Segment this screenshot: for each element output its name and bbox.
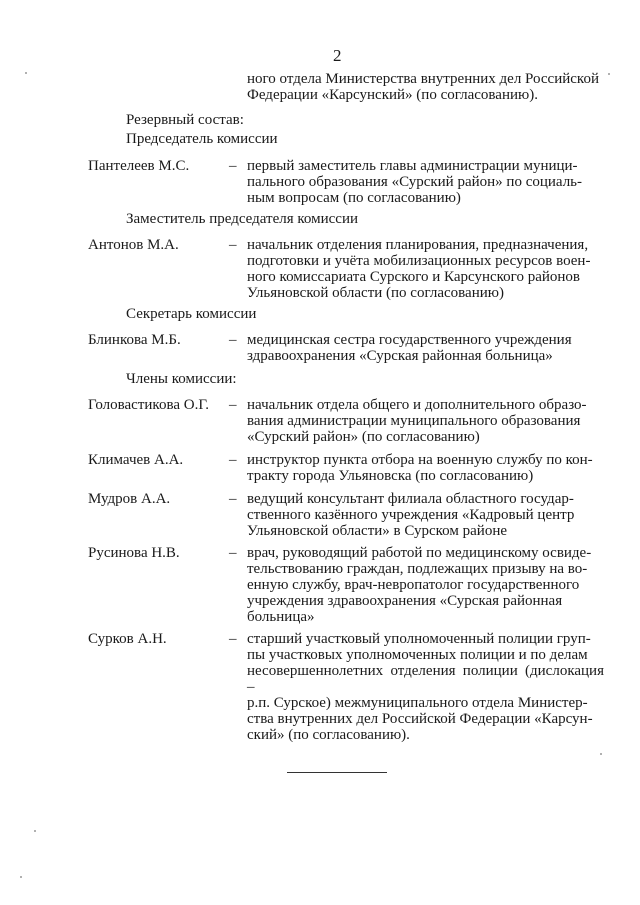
position-line: первый заместитель главы администрации муници- bbox=[247, 158, 578, 174]
secretary-name: Блинкова М.Б. bbox=[88, 332, 181, 348]
page-number: 2 bbox=[333, 46, 342, 65]
scan-speck bbox=[608, 73, 610, 75]
position-line: учреждения здравоохранения «Сурская районная bbox=[247, 593, 563, 609]
member-name: Русинова Н.В. bbox=[88, 545, 180, 561]
member-name: Сурков А.Н. bbox=[88, 631, 167, 647]
secretary-title: Секретарь комиссии bbox=[126, 306, 257, 322]
member-position bbox=[247, 545, 604, 625]
secretary-position bbox=[247, 332, 604, 364]
deputy-name: Антонов М.А. bbox=[88, 237, 179, 253]
chairman-position bbox=[247, 158, 604, 206]
scan-speck bbox=[600, 753, 602, 755]
deputy-dash: – bbox=[229, 237, 237, 253]
continuation-text bbox=[247, 71, 604, 103]
position-line: Ульяновской области (по согласованию) bbox=[247, 285, 504, 301]
member-dash: – bbox=[229, 631, 237, 647]
member-name: Головастикова О.Г. bbox=[88, 397, 210, 413]
position-line: медицинская сестра государственного учреждения bbox=[247, 332, 572, 348]
member-position bbox=[247, 491, 604, 539]
position-line: начальник отдела общего и дополнительного образо- bbox=[247, 397, 587, 413]
position-line: ства внутренних дел Российской Федерации «Карсун- bbox=[247, 711, 593, 727]
position-line: пы участковых уполномоченных полиции и по делам bbox=[247, 647, 588, 663]
position-line: ский» (по согласованию). bbox=[247, 727, 410, 743]
deputy-position bbox=[247, 237, 604, 301]
position-line: больница» bbox=[247, 609, 315, 625]
reserve-title: Резервный состав: bbox=[126, 112, 244, 128]
scan-speck bbox=[25, 72, 27, 74]
member-name: Мудров А.А. bbox=[88, 491, 171, 507]
member-dash: – bbox=[229, 491, 237, 507]
chairman-dash: – bbox=[229, 158, 237, 174]
position-line: р.п. Сурское) межмуниципального отдела Министер- bbox=[247, 695, 588, 711]
secretary-dash: – bbox=[229, 332, 237, 348]
member-dash: – bbox=[229, 452, 237, 468]
position-line: Ульяновской области» в Сурском районе bbox=[247, 523, 508, 539]
position-line: ведущий консультант филиала областного государ- bbox=[247, 491, 574, 507]
continuation-line: ного отдела Министерства внутренних дел Российской bbox=[247, 71, 599, 87]
deputy-title: Заместитель председателя комиссии bbox=[126, 211, 359, 227]
position-line: тракту города Ульяновска (по согласованию) bbox=[247, 468, 534, 484]
scan-speck bbox=[20, 876, 22, 878]
position-line: несовершеннолетних отделения полиции (дислокация – bbox=[247, 663, 604, 695]
position-line: начальник отделения планирования, предназначения, bbox=[247, 237, 589, 253]
chairman-title: Председатель комиссии bbox=[126, 131, 278, 147]
position-line: инструктор пункта отбора на военную службу по кон- bbox=[247, 452, 593, 468]
position-line: врач, руководящий работой по медицинскому освиде- bbox=[247, 545, 592, 561]
position-line: тельствованию граждан, подлежащих призыву на во- bbox=[247, 561, 588, 577]
position-line: «Сурский район» (по согласованию) bbox=[247, 429, 480, 445]
member-dash: – bbox=[229, 545, 237, 561]
position-line: старший участковый уполномоченный полиции груп- bbox=[247, 631, 591, 647]
position-line: ственного казённого учреждения «Кадровый центр bbox=[247, 507, 575, 523]
position-line: пального образования «Сурский район» по социаль- bbox=[247, 174, 583, 190]
member-dash: – bbox=[229, 397, 237, 413]
chairman-name: Пантелеев М.С. bbox=[88, 158, 190, 174]
closing-rule bbox=[287, 772, 387, 773]
position-line: енную службу, врач-невропатолог государственного bbox=[247, 577, 580, 593]
member-position bbox=[247, 397, 604, 445]
scan-speck bbox=[34, 830, 36, 832]
position-line: здравоохранения «Сурская районная больница» bbox=[247, 348, 553, 364]
member-position bbox=[247, 452, 604, 484]
member-name: Климачев А.А. bbox=[88, 452, 184, 468]
position-line: ным вопросам (по согласованию) bbox=[247, 190, 461, 206]
position-line: вания администрации муниципального образования bbox=[247, 413, 581, 429]
position-line: подготовки и учёта мобилизационных ресурсов воен- bbox=[247, 253, 591, 269]
members-title: Члены комиссии: bbox=[126, 371, 237, 387]
position-line: ного комиссариата Сурского и Карсунского районов bbox=[247, 269, 580, 285]
member-position bbox=[247, 631, 604, 743]
continuation-line: Федерации «Карсунский» (по согласованию). bbox=[247, 87, 538, 103]
